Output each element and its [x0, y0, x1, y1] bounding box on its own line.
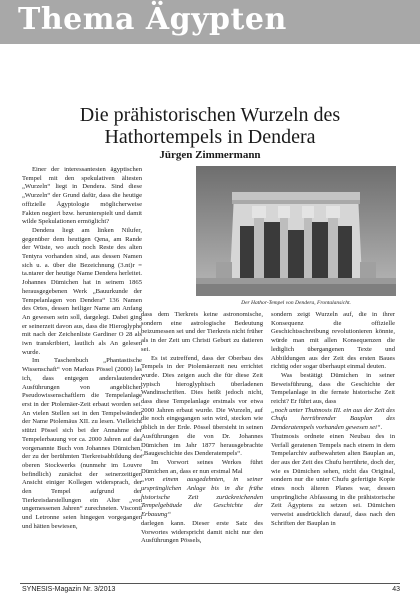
paragraph: Einer der interessantesten ägyptischen Tempel mit den spekulativen ältesten „Wurzeln“ liegt in Dendera. Sind diese „Wurzeln“ der Grund dafür, dass die heutige offizielle Ägyptologie möglicherweise Fakten negiert bzw. herunterspielt und damit wilde Spekulationen ermöglicht?	[22, 166, 142, 226]
section-header-bar	[0, 0, 420, 44]
paragraph: Thutmosis ordnete einen Neubau des in Verfall geratenen Tempels nach einem in dem Tempelarchiv aufbewahrten alten Bauplan an, der aus der Zeit des Chufu herrührte, doch der, wie es Dümichen sehen, nicht das Original, sondern nur die unter Chufu gefertigte Kopie eines noch älteren Planes war, dessen ursprüngliche Abfassung in die prähistorische Zeit Ägyptens zu setzen sei. Dümichen verweist ausdrücklich darauf, dass nach den Schriften der Bauplan in	[271, 432, 395, 527]
article-title-line-1: Die prähistorischen Wurzeln des	[79, 104, 341, 126]
quotation: „noch unter Thutmosis III. ein aus der Zeit des Chufu herrührender Bauplan des Denderatempels vorhanden gewesen sei“.	[271, 406, 395, 432]
footer-divider	[20, 583, 400, 584]
paragraph: Im Vorwort seines Werkes führt Dümichen an, dass er nun erstmal Mal	[141, 458, 263, 475]
text-column-2	[141, 311, 263, 546]
page-number: 43	[392, 586, 400, 593]
paragraph: Dendera liegt am linken Nilufer, gegenüber dem heutigen Qena, am Rande der Wüste, wo auch noch Reste des alten Tentyra vorhanden sind, aus dessen Namen sich u. a. über die Bezeichnung (3.nt)r = ta.ntarer der heutige Name Dendera herleitet. Johannes Dümichen hat in seinem 1865 herausgegebenen Werk „Bauurkunde der Tempelanlagen von Dendera“ 136 Namen des Ortes, dessen heiliger Name am Anfang An gewesen sein soll, dargelegt. Dabei ging er seinerzeit davon aus, dass die Hieroglyphe mit nach der Zeichenliste Gardiner O 28 als iwn transkribiert, lautlich als An gelesen wurde.	[22, 226, 142, 356]
paragraph: dass dem Tierkreis keine astronomische, sondern eine astrologische Bedeutung beizumessen sei und der Tierkreis nicht früher als in der Zeit um Christi Geburt zu datieren sei.	[141, 311, 263, 353]
temple-photo	[196, 166, 396, 296]
article-author: Jürgen Zimmermann	[159, 149, 261, 161]
text-column-3	[271, 311, 395, 529]
article-title	[0, 104, 420, 148]
paragraph: sondern zeigt Wurzeln auf, die in ihrer Konsequenz die offizielle Geschichtsschreibung revolutionieren könnte, würde man mit allen Konsequenzen die lediglich übergangenen Texte und Abbildungen aus der Zeit des ersten Baues richtig oder sogar überhaupt einmal deuten.	[271, 311, 395, 371]
paragraph: Im Taschenbuch „Phantastische Wissenschaft“ von Markus Pössel (2000) las ich, dass entgegen anderslautenden Ausführungen von angeblichen Pseudowissenschaftlern die Tempelanlage erst in der Ptolemäer-Zeit erbaut worden sei. An vielen Stellen sei in den Tempelwänden der Name Ptolemäus XII. zu lesen. Vielleicht stützt Pössel sich bei der Annahme der Tempelerbauung vor ca. 2000 Jahren auf das vorgenannte Buch von Johannes Dümichen, der zu der berühmten Tierkreisabbildung des oberen Stockwerks (nunmehr im Louvre befindlich) zunächst der seinerzeitigen Ansicht einiger Kollegen widersprach, der den Tempel aufgrund der Tierkreisdarstellungen ein Alter „von ungemessenen Jahren“ zurechneten. Visconti und Letronne seien hingegen vorgegangen und hätten bewiesen,	[22, 357, 142, 530]
section-title: Thema Ägypten	[18, 2, 287, 37]
text-column-1	[22, 166, 142, 532]
article-title-line-2: Hathortempels in Dendera	[104, 126, 316, 148]
photo-caption: Der Hathor-Tempel von Dendera, Frontalansicht.	[241, 300, 351, 306]
quotation: „von einem ausgedehnten, in seiner ursprünglichen Anlage bis in die frühe historische Zeit zurückreichenden Tempelgebäude die Geschichte der Erbauung“	[141, 476, 263, 519]
paragraph: Es ist zutreffend, dass der Oberbau des Tempels in der Ptolemäerzeit neu errichtet wurde. Dies zeigen auch die für diese Zeit typisch hieroglyphisch überladenen Wandinschriften. Dies heißt jedoch nicht, dass diese Tempelanlage erstmals vor etwa 2000 Jahren erbaut wurde. Die Wurzeln, auf die noch eingegangen sein wird, stecken wie üblich in der Erde. Pössel übersieht in seinen Ausführungen die von Dr. Johannes Dümichen im Jahr 1877 herausgebrachte „Baugeschichte des Denderatempels“.	[141, 354, 263, 458]
footer-publication: SYNESIS-Magazin Nr. 3/2013	[22, 586, 116, 593]
paragraph: Was bestätigt Dümichen in seiner Beweisführung, dass die Geschichte der Tempelanlage in die fernste historische Zeit reicht? Er führt aus, dass	[271, 371, 395, 406]
paragraph: darlegen kann. Dieser erste Satz des Vorwortes widerspricht damit nicht nur den Ausführungen Pössels,	[141, 519, 263, 545]
